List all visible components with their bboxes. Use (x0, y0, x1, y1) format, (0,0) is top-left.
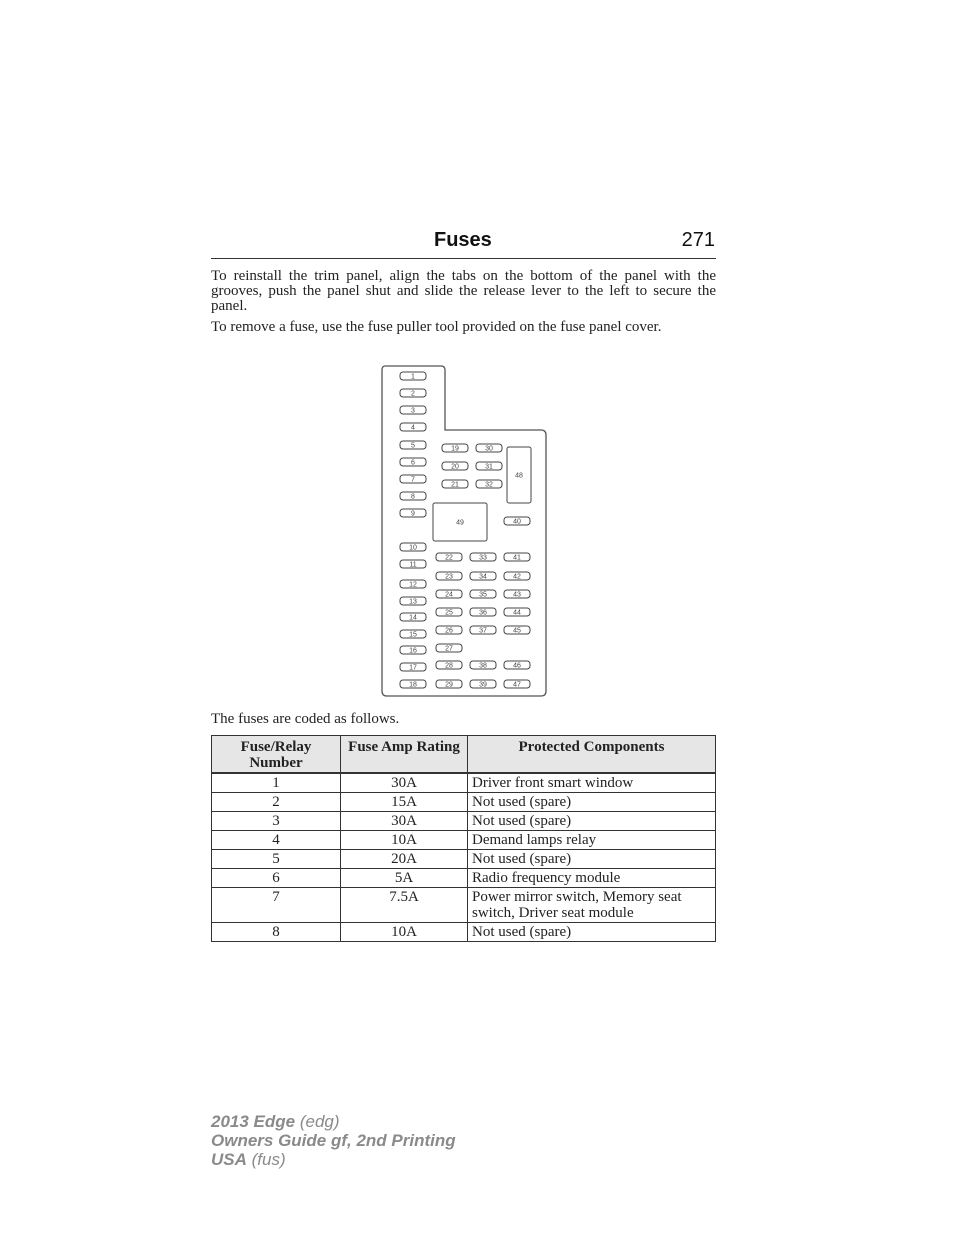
footer-model-line (211, 1112, 456, 1131)
relay-48-label: 48 (515, 472, 523, 480)
fuse-table (211, 735, 716, 942)
fuse-8-label: 8 (411, 493, 415, 501)
fuse-17-label: 17 (409, 664, 417, 672)
fuse-26-label: 26 (445, 627, 453, 635)
protected-component: Not used (spare) (468, 850, 716, 869)
table-row (212, 850, 716, 869)
fuse-18-label: 18 (409, 681, 417, 689)
protected-component: Radio frequency module (468, 869, 716, 888)
amp-rating: 30A (341, 812, 468, 831)
fuse-30-label: 30 (485, 445, 493, 453)
amp-rating: 10A (341, 831, 468, 850)
fuse-13-label: 13 (409, 598, 417, 606)
fuse-42-label: 42 (513, 573, 521, 581)
footer-market-line (211, 1150, 456, 1169)
fuse-38-label: 38 (479, 662, 487, 670)
fuse-35-label: 35 (479, 591, 487, 599)
table-row (212, 888, 716, 923)
fuse-number: 4 (212, 831, 341, 850)
header-protected-components: Protected Components (468, 736, 716, 774)
protected-component: Not used (spare) (468, 812, 716, 831)
fuse-23-label: 23 (445, 573, 453, 581)
fuse-number: 2 (212, 793, 341, 812)
fuse-37-label: 37 (479, 627, 487, 635)
table-row (212, 831, 716, 850)
table-header-row (212, 736, 716, 774)
fuse-3-label: 3 (411, 407, 415, 415)
fuse-41-label: 41 (513, 554, 521, 562)
fuse-number: 7 (212, 888, 341, 923)
amp-rating: 15A (341, 793, 468, 812)
amp-rating: 5A (341, 869, 468, 888)
footer-market-code: (fus) (251, 1150, 286, 1169)
table-row (212, 923, 716, 942)
fuse-10-label: 10 (409, 544, 417, 552)
table-row (212, 773, 716, 793)
footer-guide-line (211, 1131, 456, 1150)
header-amp-rating: Fuse Amp Rating (341, 736, 468, 774)
fuse-21-label: 21 (451, 481, 459, 489)
header-fuse-number: Fuse/Relay Number (212, 736, 341, 774)
footer-model-code: (edg) (299, 1112, 340, 1131)
footer-model: 2013 Edge (211, 1112, 296, 1131)
fuse-9-label: 9 (411, 510, 415, 518)
amp-rating: 7.5A (341, 888, 468, 923)
fuse-25-label: 25 (445, 609, 453, 617)
fuse-32-label: 32 (485, 481, 493, 489)
protected-component: Driver front smart window (468, 773, 716, 793)
fuse-number: 5 (212, 850, 341, 869)
fuse-39-label: 39 (479, 681, 487, 689)
fuse-33-label: 33 (479, 554, 487, 562)
fuse-22-label: 22 (445, 554, 453, 562)
protected-component: Not used (spare) (468, 793, 716, 812)
protected-component: Power mirror switch, Memory seat switch, Driver seat module (468, 888, 716, 923)
protected-component: Not used (spare) (468, 923, 716, 942)
fuse-1-label: 1 (411, 373, 415, 381)
page-title: Fuses (434, 229, 492, 251)
fuse-number: 1 (212, 773, 341, 793)
fuse-20-label: 20 (451, 463, 459, 471)
fuse-14-label: 14 (409, 614, 417, 622)
footer (211, 1112, 456, 1169)
fuse-6-label: 6 (411, 459, 415, 467)
coded-paragraph: The fuses are coded as follows. (211, 711, 400, 727)
fuse-43-label: 43 (513, 591, 521, 599)
fuse-27-label: 27 (445, 645, 453, 653)
fuse-11-label: 11 (409, 561, 417, 569)
fuse-4-label: 4 (411, 424, 415, 432)
page-number: 271 (681, 229, 715, 251)
table-row (212, 793, 716, 812)
header-rule (211, 258, 716, 259)
fuse-19-label: 19 (451, 445, 459, 453)
fuse-34-label: 34 (479, 573, 487, 581)
fuse-16-label: 16 (409, 647, 417, 655)
amp-rating: 10A (341, 923, 468, 942)
fuse-46-label: 46 (513, 662, 521, 670)
footer-market: USA (211, 1150, 247, 1169)
fuse-number: 3 (212, 812, 341, 831)
relay-49-label: 49 (456, 519, 464, 527)
fuse-36-label: 36 (479, 609, 487, 617)
fuse-24-label: 24 (445, 591, 453, 599)
fuse-31-label: 31 (485, 463, 493, 471)
fuse-29-label: 29 (445, 681, 453, 689)
fuse-2-label: 2 (411, 390, 415, 398)
fuse-number: 6 (212, 869, 341, 888)
fuse-5-label: 5 (411, 442, 415, 450)
fuse-panel-diagram (381, 364, 549, 700)
remove-fuse-paragraph: To remove a fuse, use the fuse puller tool provided on the fuse panel cover. (211, 319, 662, 335)
fuse-12-label: 12 (409, 581, 417, 589)
fuse-47-label: 47 (513, 681, 521, 689)
protected-component: Demand lamps relay (468, 831, 716, 850)
amp-rating: 20A (341, 850, 468, 869)
fuse-40-label: 40 (513, 518, 521, 526)
fuse-44-label: 44 (513, 609, 521, 617)
fuse-45-label: 45 (513, 627, 521, 635)
table-row (212, 869, 716, 888)
fuse-7-label: 7 (411, 476, 415, 484)
footer-guide: Owners Guide gf, 2nd Printing (211, 1131, 456, 1150)
amp-rating: 30A (341, 773, 468, 793)
fuse-number: 8 (212, 923, 341, 942)
table-row (212, 812, 716, 831)
fuse-28-label: 28 (445, 662, 453, 670)
fuse-15-label: 15 (409, 631, 417, 639)
reinstall-paragraph: To reinstall the trim panel, align the tabs on the bottom of the panel with the grooves, push the panel shut and slide the release lever to the left to secure the panel. (211, 268, 716, 314)
